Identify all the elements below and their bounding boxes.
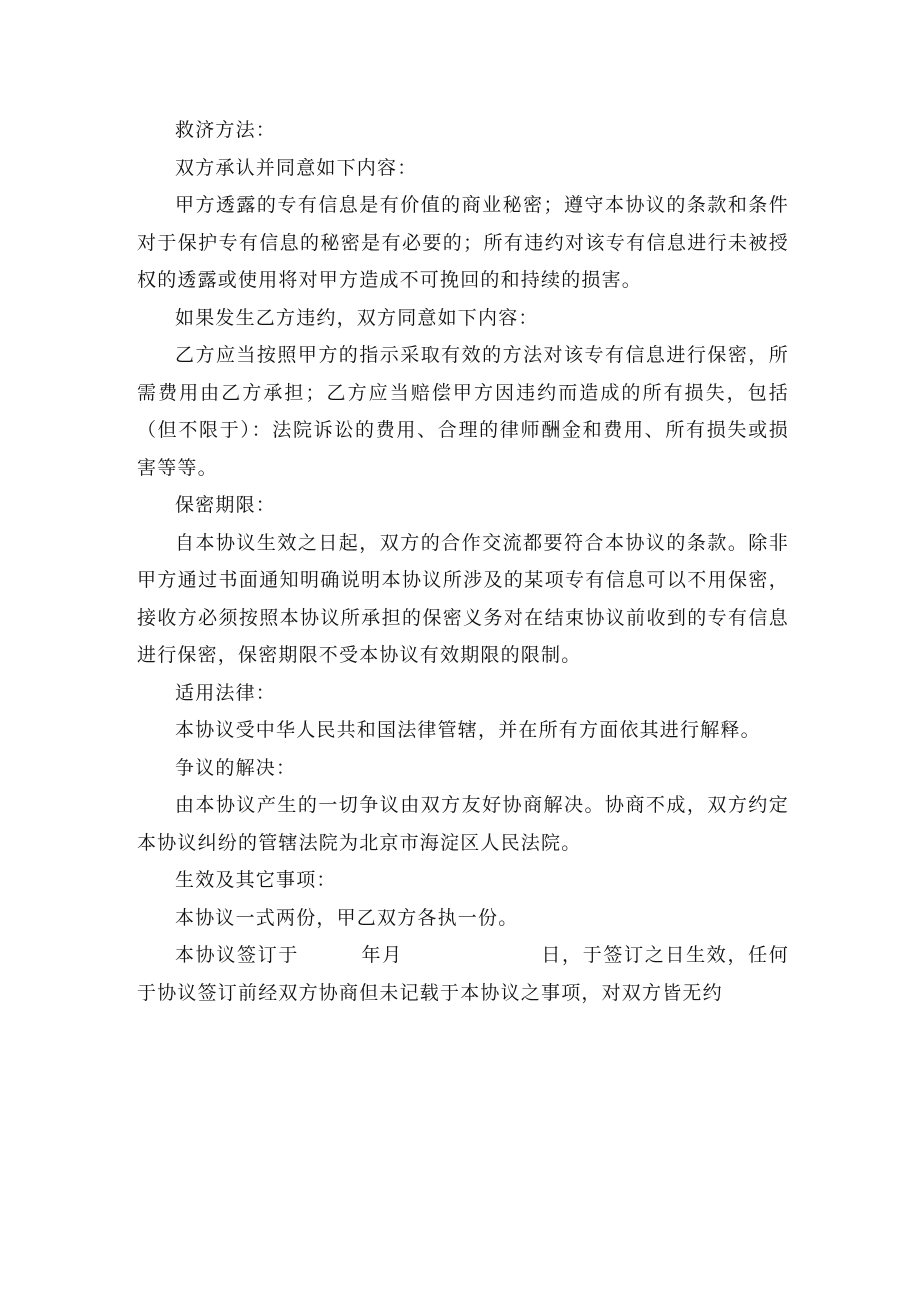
paragraph: 本协议受中华人民共和国法律管辖，并在所有方面依其进行解释。 xyxy=(175,719,761,741)
signing-year-month: 年月 xyxy=(361,944,403,966)
paragraph: 双方承认并同意如下内容： xyxy=(175,156,418,179)
signing-paragraph xyxy=(137,937,789,1012)
signing-rest: 日，于签订之日生效，任何于协议签订前经双方协商但未记载于本协议之事项，对双方皆无约 xyxy=(137,944,789,1004)
section-heading-confidentiality-term: 保密期限： xyxy=(175,494,277,516)
section-heading-dispute-resolution: 争议的解决： xyxy=(175,756,297,779)
paragraph: 乙方应当按照甲方的指示采取有效的方法对该专有信息进行保密，所需费用由乙方承担；乙方应当赔偿甲方因违约而造成的所有损失，包括（但不限于）：法院诉讼的费用、合理的律师酬金和费用、所有损失或损害等等。 xyxy=(137,344,789,479)
paragraph: 甲方透露的专有信息是有价值的商业秘密；遵守本协议的条款和条件对于保护专有信息的秘密是有必要的；所有违约对该专有信息进行未被授权的透露或使用将对甲方造成不可挽回的和持续的损害。 xyxy=(137,194,789,291)
signing-prefix: 本协议签订于 xyxy=(175,944,300,966)
section-heading-governing-law: 适用法律： xyxy=(175,681,277,704)
paragraph: 如果发生乙方违约，双方同意如下内容： xyxy=(175,306,539,329)
paragraph: 由本协议产生的一切争议由双方友好协商解决。协商不成，双方约定本协议纠纷的管辖法院为北京市海淀区人民法院。 xyxy=(137,794,789,854)
section-heading-effectiveness: 生效及其它事项： xyxy=(175,869,337,891)
paragraph: 自本协议生效之日起，双方的合作交流都要符合本协议的条款。除非甲方通过书面通知明确说明本协议所涉及的某项专有信息可以不用保密，接收方必须按照本协议所承担的保密义务对在结束协议前收到的专有信息进行保密，保密期限不受本协议有效期限的限制。 xyxy=(137,531,789,666)
section-heading-remedies: 救济方法： xyxy=(175,119,277,141)
document-body xyxy=(137,112,789,1012)
paragraph: 本协议一式两份，甲乙双方各执一份。 xyxy=(175,906,519,929)
